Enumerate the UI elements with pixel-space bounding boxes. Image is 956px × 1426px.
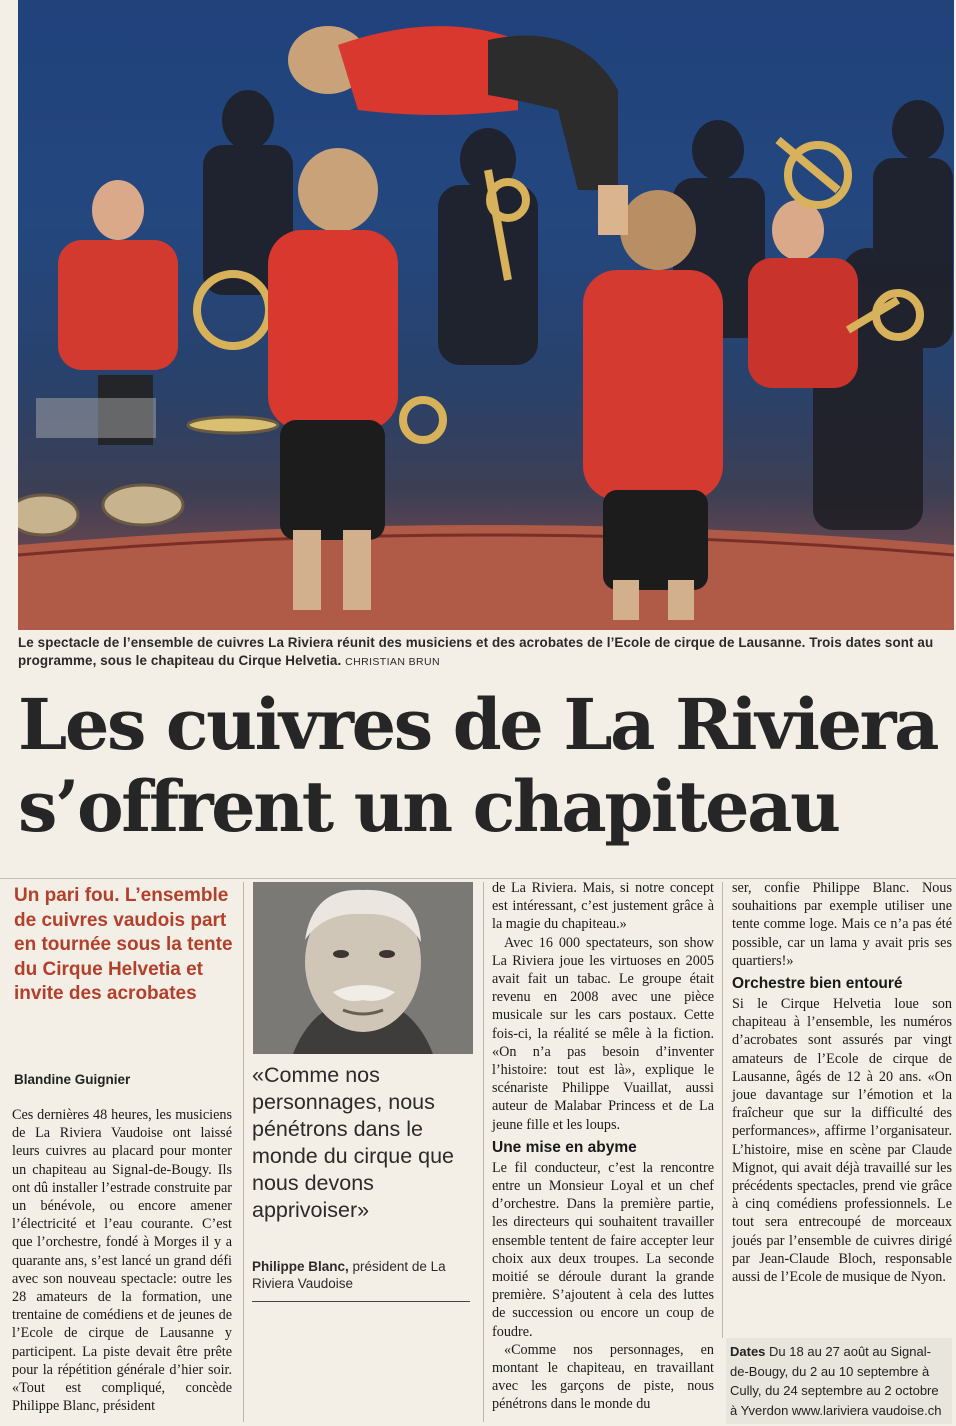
dates-text: [730, 1342, 948, 1420]
dates-detail: Du 18 au 27 août au Signal-de-Bougy, du 2 au 10 septembre à Cully, du 24 septembre au 2 octobre à Yverdon www.lariviera vaudoise.ch: [730, 1344, 942, 1418]
subheading: Orchestre bien entouré: [732, 975, 903, 993]
column-rule: [722, 882, 723, 1338]
column-3: [492, 879, 714, 1414]
quote-role: président de La Riviera Vaudoise: [252, 1259, 446, 1291]
headline-line-1: Les cuivres de La Riviera: [18, 683, 938, 766]
pull-quote: «Comme nos personnages, nous pénétrons dans le monde du cirque que nous devons apprivoiser»: [252, 1063, 455, 1222]
paragraph: Ces dernières 48 heures, les musiciens de La Riviera Vaudoise ont laissé leurs cuivres au placard pour monter un chapiteau au Signal-de-Bougy. Ils ont dû installer l’estrade construite par un bénévole, ou encore amener l’électricité et l’eau courante. C’est que l’orchestre, fondé à Morges il y a quarante ans, s’est lancé un grand défi avec son nouveau spectacle: outre les 28 amateurs de la formation, une trentaine de comédiens et de jeunes de l’Ecole de cirque de Lausanne y participent. La piste devait être prête pour la répétition générale d’hier soir. «Tout est compliqué, concède Philippe Blanc, président: [12, 1107, 232, 1415]
quote-rule: [252, 1301, 470, 1302]
photo-illustration: [18, 0, 954, 630]
portrait-illustration: [253, 882, 473, 1054]
dates-label: Dates: [730, 1344, 766, 1359]
paragraph: ser, confie Philippe Blanc. Nous souhaitions par exemple utiliser une tente comme loge. Mais ce n’a pas été possible, car un lama y avait pris ses quartiers!»: [732, 880, 952, 969]
headline-line-2: s’offrent un chapiteau: [18, 765, 839, 848]
dates-infobox: [726, 1338, 952, 1424]
photo-caption: [18, 634, 948, 671]
column-rule: [483, 882, 484, 1422]
caption-text: Le spectacle de l’ensemble de cuivres La Riviera réunit des musiciens et des acrobates de l’Ecole de cirque de Lausanne. Trois dates sont au programme, sous le chapiteau du Cirque Helvetia.: [18, 635, 934, 668]
paragraph: Le fil conducteur, c’est la rencontre entre un Monsieur Loyal et un chef d’orchestre. Dans la première partie, les directeurs qui souhaitent travailler ensemble tentent de faire accepter leur choix aux deux troupes. La seconde moitié se déroule durant la grande première. S’ajoutent à cela des luttes de succession ou encore un coup de foudre.: [492, 1159, 714, 1340]
paragraph: «Comme nos personnages, en montant le chapiteau, en travaillant avec les garçons de piste, nous pénétrons dans le monde du: [492, 1341, 714, 1413]
quote-name: Philippe Blanc,: [252, 1259, 349, 1274]
photo-credit: CHRISTIAN BRUN: [345, 656, 440, 668]
column-1: [12, 1106, 232, 1415]
quote-attribution: [252, 1258, 470, 1292]
subheading: Une mise en abyme: [492, 1138, 637, 1156]
paragraph: Si le Cirque Helvetia loue son chapiteau à l’ensemble, les numéros d’acrobates sont assurés par vingt amateurs de l’Ecole de cirque de Lausanne, âgés de 12 à 20 ans. «On joue davantage sur l’émotion et la fraîcheur que sur la difficulté des performances», affirme l’organisateur. L’histoire, mise en scène par Claude Mignot, qui avait déjà travaillé sur les précédents spectacles, prend vie grâce à cinq comédiens professionnels. Le tout sera entrecoupé de morceaux joués par l’ensemble de cuivres dirigé par Jean-Claude Bloch, responsable aussi de l’Ecole de musique de Nyon.: [732, 996, 952, 1286]
paragraph: Avec 16 000 spectateurs, son show La Riviera joue les virtuoses en 2005 avait fait un tabac. Le groupe était revenu en 2008 avec une pièce musicale sur les cars postaux. Cette fois-ci, la réalité se mêle à la fiction. «On n’a pas besoin d’inventer l’histoire: tout est là», explique le scénariste Philippe Vuaillat, aussi auteur de Malabar Princess et de La jeune fille et les loups.: [492, 934, 714, 1133]
main-photo: [18, 0, 954, 630]
column-rule: [243, 882, 244, 1422]
headline: [18, 684, 938, 848]
paragraph: de La Riviera. Mais, si notre concept est intéressant, c’est justement grâce à la magie du chapiteau.»: [492, 880, 714, 933]
column-4: [732, 879, 952, 1286]
author-byline: Blandine Guignier: [14, 1072, 131, 1087]
portrait-photo: [253, 882, 473, 1054]
lead-text: Un pari fou. L’ensemble de cuivres vaudois part en tournée sous la tente du Cirque Helvetia et invite des acrobates: [14, 885, 233, 1004]
